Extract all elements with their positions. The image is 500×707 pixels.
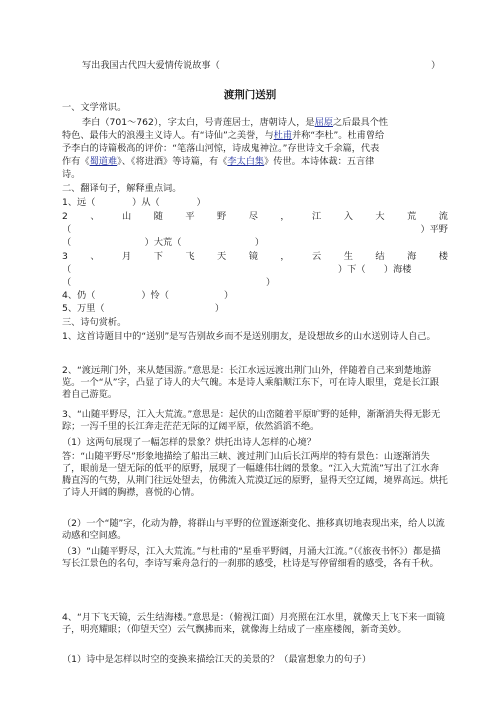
text: 之后最具个性 bbox=[332, 117, 389, 128]
q2-char: 野 bbox=[217, 211, 227, 222]
question-5: 5、万里（ ） bbox=[62, 303, 225, 314]
q3-char: 月 bbox=[122, 251, 132, 262]
analysis-1: 1、这首诗题目中的“送别”是写告别故乡而不是送别朋友，是设想故乡的山水送别诗人自己。 bbox=[62, 331, 436, 342]
q3-line-2-end: ）下（ ）海楼 bbox=[338, 264, 412, 275]
q2-char: 大 bbox=[375, 211, 385, 222]
q3-paren-close-2: ） bbox=[266, 277, 276, 288]
q2-char: 平 bbox=[185, 211, 195, 222]
q2-char: 入 bbox=[343, 211, 353, 222]
section-1-line-1 bbox=[82, 117, 448, 129]
q3-char: 下 bbox=[153, 251, 163, 262]
link-dufu[interactable]: 杜甫 bbox=[273, 130, 293, 141]
text: 》、《将进酒》等诗篇，有《 bbox=[117, 156, 228, 167]
text: 李白（701～762），字太白，号青莲居士，唐朝诗人，是 bbox=[82, 117, 315, 128]
q3-char: 海 bbox=[407, 251, 417, 262]
analysis-3-question-1: （1）这两句展现了一幅怎样的景象？烘托出诗人怎样的心境？ bbox=[62, 437, 316, 448]
page-title: 渡荆门送别 bbox=[223, 89, 277, 101]
question-4: 4、仍（ ）怜（ ） bbox=[62, 290, 234, 301]
section-1-line-3: 予李白的诗篇极高的评价：“笔落山河惊，诗成鬼神泣。”存世诗文千余篇，代表 bbox=[62, 143, 380, 154]
q3-char: ， bbox=[280, 251, 290, 262]
question-3-line-2 bbox=[62, 264, 448, 276]
analysis-3-question-2: （2）一个“随”字，化动为静，将群山与平野的位置逐渐变化、推移真切地表现出来，给人以流动感和空间感。 bbox=[62, 518, 445, 541]
question-3-line-1 bbox=[62, 251, 448, 263]
q3-char: 、 bbox=[90, 251, 100, 262]
analysis-3-question-3: （3）“山随平野尽，江入大荒流。”与杜甫的“星垂平野阔，月涌大江流。”（《旅夜书怀》）都是描写长江景色的名句，李诗写乘舟急行的一刹那的感受，杜诗是写停留细看的感受，各有千秋。 bbox=[62, 546, 441, 569]
q2-char: 江 bbox=[312, 211, 322, 222]
q3-paren-open: （ bbox=[62, 264, 72, 275]
q3-char: 镜 bbox=[248, 251, 258, 262]
q2-line-2-end: ）平野 bbox=[420, 224, 448, 235]
q3-char: 楼 bbox=[438, 251, 448, 262]
q3-char: 生 bbox=[343, 251, 353, 262]
q2-char: 流 bbox=[438, 211, 448, 222]
section-1-line-5: 诗。 bbox=[62, 169, 81, 180]
text: 特色、最伟大的浪漫主义诗人。有“诗仙”之美誉，与 bbox=[62, 130, 274, 141]
text: 作有《 bbox=[62, 156, 90, 167]
section-1-heading: 一、文学常识。 bbox=[62, 102, 127, 113]
q2-char: 尽 bbox=[248, 211, 258, 222]
analysis-3-answer: 答：“山随平野尽”形象地描绘了船出三峡、渡过荆门山后长江两岸的特有景色：山逐渐消失了，眼前是一望无际的低平的原野，展现了一幅雄伟壮阔的景象。“江入大荒流”写出了江水奔腾直泻的气势，从荆门往远处望去，仿佛流入荒漠辽远的原野，显得天空辽阔，境界高远。烘托了诗人开阔的胸襟，喜悦的心情。 bbox=[62, 451, 448, 498]
question-2-line-1 bbox=[62, 211, 448, 223]
link-shudaonan[interactable]: 蜀道难 bbox=[89, 156, 118, 167]
text: 》传世。本诗体裁：五言律 bbox=[264, 156, 375, 167]
analysis-4: 4、“月下飞天镜，云生结海楼。”意思是：（俯视江面）月亮照在江水里，就像天上飞下来一面镜子，明亮耀眼；（仰望天空）云气飘拂而来，就像海上结成了一座座楼阁，新奇美妙。 bbox=[62, 612, 445, 635]
section-1-line-2 bbox=[62, 130, 448, 142]
q2-char: 随 bbox=[153, 211, 163, 222]
q3-char: 结 bbox=[375, 251, 385, 262]
analysis-2: 2、“渡远荆门外，来从楚国游。”意思是：长江水远远渡出荆门山外，伴随着自己来到楚地游览。一个“从”字，凸显了诗人的大气魄。本是诗人乘船顺江东下，可在诗人眼里，竟是长江跟着自己游览。 bbox=[62, 365, 440, 400]
prompt-line: 写出我国古代四大爱情传说故事（ ） bbox=[82, 60, 441, 71]
question-3-line-3 bbox=[62, 277, 448, 289]
link-litaibaiji[interactable]: 李太白集 bbox=[227, 156, 265, 167]
q3-char: 飞 bbox=[185, 251, 195, 262]
q2-char: 荒 bbox=[407, 211, 417, 222]
text: 并称“李杜”。杜甫曾给 bbox=[292, 130, 385, 141]
analysis-4-question-1: （1）诗中是怎样以时空的变换来描绘江天的美景的？（最富想象力的句子） bbox=[62, 654, 372, 665]
q2-char: 2 bbox=[62, 211, 68, 222]
q2-char: ， bbox=[280, 211, 290, 222]
question-2-line-2 bbox=[62, 224, 448, 236]
q3-char: 云 bbox=[312, 251, 322, 262]
q3-paren-open-2: （ bbox=[62, 277, 72, 288]
q2-char: 山 bbox=[122, 211, 132, 222]
question-1: 1、远（ ）从（ ） bbox=[62, 197, 206, 208]
q3-char: 天 bbox=[217, 251, 227, 262]
section-3-heading: 三、诗句赏析。 bbox=[62, 317, 127, 328]
q3-char: 3 bbox=[62, 251, 68, 262]
q2-char: 、 bbox=[90, 211, 100, 222]
section-2-heading: 二、翻译句子，解释重点词。 bbox=[62, 183, 182, 194]
question-2-line-3: （ ）大荒（ ） bbox=[62, 237, 265, 248]
q2-paren-open: （ bbox=[62, 224, 72, 235]
link-quyuan[interactable]: 屈原 bbox=[314, 117, 333, 128]
analysis-3: 3、“山随平野尽，江入大荒流。”意思是：起伏的山峦随着平原旷野的延伸，渐渐消失得无影无踪；一泻千里的长江奔走茫茫无际的辽阔平原，依然滔滔不绝。 bbox=[62, 409, 441, 432]
section-1-line-4 bbox=[62, 156, 448, 168]
